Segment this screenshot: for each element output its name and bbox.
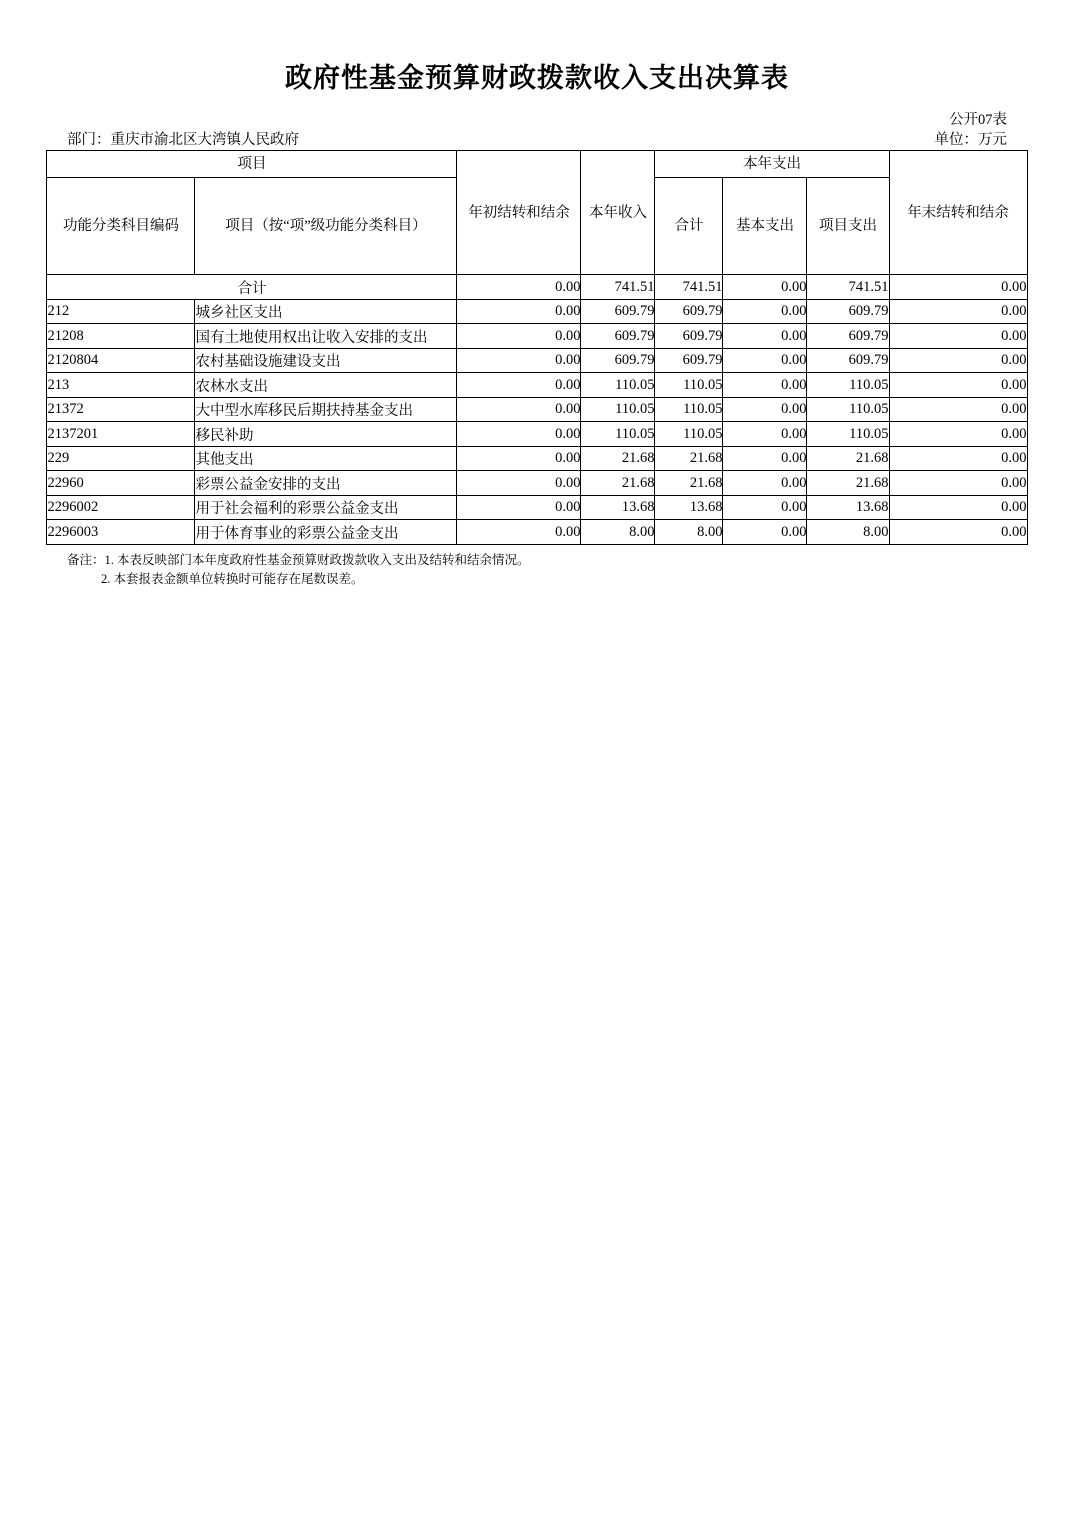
row-project: 21.68 — [807, 471, 889, 496]
row-code: 2296002 — [47, 495, 195, 520]
row-project: 110.05 — [807, 373, 889, 398]
row-expend-total: 110.05 — [655, 397, 723, 422]
row-project: 21.68 — [807, 446, 889, 471]
total-project: 741.51 — [807, 275, 889, 300]
table-row — [47, 299, 1027, 324]
row-begin-balance: 0.00 — [457, 446, 581, 471]
row-income: 609.79 — [581, 299, 655, 324]
row-income: 21.68 — [581, 471, 655, 496]
row-begin-balance: 0.00 — [457, 299, 581, 324]
row-end-balance: 0.00 — [889, 373, 1027, 398]
row-end-balance: 0.00 — [889, 446, 1027, 471]
row-begin-balance: 0.00 — [457, 520, 581, 545]
row-code: 2296003 — [47, 520, 195, 545]
total-basic: 0.00 — [723, 275, 807, 300]
row-basic: 0.00 — [723, 324, 807, 349]
row-expend-total: 110.05 — [655, 422, 723, 447]
row-code: 212 — [47, 299, 195, 324]
row-name: 移民补助 — [195, 422, 457, 447]
row-name: 农村基础设施建设支出 — [195, 348, 457, 373]
header-project-group: 项目 — [47, 151, 457, 178]
table-row-total — [47, 275, 1027, 300]
row-basic: 0.00 — [723, 397, 807, 422]
row-income: 21.68 — [581, 446, 655, 471]
header-begin-balance: 年初结转和结余 — [457, 151, 581, 275]
department-label: 部门：重庆市渝北区大湾镇人民政府 — [67, 132, 299, 149]
table-row — [47, 520, 1027, 545]
row-name: 城乡社区支出 — [195, 299, 457, 324]
footnote-1: 备注：1. 本表反映部门本年度政府性基金预算财政拨款收入支出及结转和结余情况。 — [67, 552, 530, 567]
total-begin-balance: 0.00 — [457, 275, 581, 300]
page-title: 政府性基金预算财政拨款收入支出决算表 — [285, 63, 789, 93]
row-begin-balance: 0.00 — [457, 348, 581, 373]
table-row — [47, 422, 1027, 447]
total-end-balance: 0.00 — [889, 275, 1027, 300]
form-number: 公开07表 — [949, 112, 1007, 129]
row-name: 用于社会福利的彩票公益金支出 — [195, 495, 457, 520]
row-begin-balance: 0.00 — [457, 471, 581, 496]
row-income: 110.05 — [581, 373, 655, 398]
footnotes — [67, 551, 1007, 589]
row-code: 2120804 — [47, 348, 195, 373]
document-meta — [67, 108, 1007, 148]
row-code: 229 — [47, 446, 195, 471]
row-end-balance: 0.00 — [889, 422, 1027, 447]
row-basic: 0.00 — [723, 446, 807, 471]
table-row — [47, 324, 1027, 349]
row-end-balance: 0.00 — [889, 471, 1027, 496]
row-begin-balance: 0.00 — [457, 324, 581, 349]
row-project: 110.05 — [807, 397, 889, 422]
unit-label: 单位：万元 — [934, 132, 1007, 149]
row-code: 2137201 — [47, 422, 195, 447]
budget-table — [46, 150, 1027, 545]
row-income: 8.00 — [581, 520, 655, 545]
row-expend-total: 110.05 — [655, 373, 723, 398]
row-project: 8.00 — [807, 520, 889, 545]
row-project: 110.05 — [807, 422, 889, 447]
row-end-balance: 0.00 — [889, 520, 1027, 545]
row-end-balance: 0.00 — [889, 495, 1027, 520]
row-begin-balance: 0.00 — [457, 397, 581, 422]
row-income: 13.68 — [581, 495, 655, 520]
row-end-balance: 0.00 — [889, 299, 1027, 324]
row-basic: 0.00 — [723, 520, 807, 545]
row-name: 彩票公益金安排的支出 — [195, 471, 457, 496]
header-expend-group: 本年支出 — [655, 151, 889, 178]
row-end-balance: 0.00 — [889, 348, 1027, 373]
row-expend-total: 609.79 — [655, 299, 723, 324]
header-project-expend: 项目支出 — [807, 178, 889, 275]
total-income: 741.51 — [581, 275, 655, 300]
footnote-2: 2. 本套报表金额单位转换时可能存在尾数误差。 — [101, 571, 364, 586]
header-code: 功能分类科目编码 — [47, 178, 195, 275]
row-expend-total: 8.00 — [655, 520, 723, 545]
table-row — [47, 446, 1027, 471]
row-income: 110.05 — [581, 397, 655, 422]
row-expend-total: 21.68 — [655, 446, 723, 471]
row-expend-total: 13.68 — [655, 495, 723, 520]
row-income: 609.79 — [581, 348, 655, 373]
row-basic: 0.00 — [723, 471, 807, 496]
row-code: 21208 — [47, 324, 195, 349]
row-expend-total: 21.68 — [655, 471, 723, 496]
header-basic-expend: 基本支出 — [723, 178, 807, 275]
table-row — [47, 373, 1027, 398]
table-header-row-1 — [47, 151, 1027, 178]
row-income: 110.05 — [581, 422, 655, 447]
table-row — [47, 348, 1027, 373]
row-basic: 0.00 — [723, 348, 807, 373]
row-code: 22960 — [47, 471, 195, 496]
table-row — [47, 471, 1027, 496]
row-basic: 0.00 — [723, 422, 807, 447]
row-project: 609.79 — [807, 324, 889, 349]
row-basic: 0.00 — [723, 299, 807, 324]
row-end-balance: 0.00 — [889, 397, 1027, 422]
table-body — [47, 275, 1027, 545]
row-name: 农林水支出 — [195, 373, 457, 398]
row-expend-total: 609.79 — [655, 324, 723, 349]
row-name: 大中型水库移民后期扶持基金支出 — [195, 397, 457, 422]
row-basic: 0.00 — [723, 495, 807, 520]
table-row — [47, 495, 1027, 520]
row-begin-balance: 0.00 — [457, 495, 581, 520]
row-project: 13.68 — [807, 495, 889, 520]
row-name: 用于体育事业的彩票公益金支出 — [195, 520, 457, 545]
total-expend-total: 741.51 — [655, 275, 723, 300]
row-code: 213 — [47, 373, 195, 398]
row-end-balance: 0.00 — [889, 324, 1027, 349]
row-project: 609.79 — [807, 299, 889, 324]
row-name: 其他支出 — [195, 446, 457, 471]
header-end-balance: 年末结转和结余 — [889, 151, 1027, 275]
row-begin-balance: 0.00 — [457, 422, 581, 447]
row-project: 609.79 — [807, 348, 889, 373]
row-begin-balance: 0.00 — [457, 373, 581, 398]
header-income: 本年收入 — [581, 151, 655, 275]
row-expend-total: 609.79 — [655, 348, 723, 373]
row-basic: 0.00 — [723, 373, 807, 398]
row-code: 21372 — [47, 397, 195, 422]
table-row — [47, 397, 1027, 422]
total-row-label: 合计 — [47, 275, 457, 300]
row-name: 国有土地使用权出让收入安排的支出 — [195, 324, 457, 349]
header-name: 项目（按“项”级功能分类科目） — [195, 178, 457, 275]
header-expend-total: 合计 — [655, 178, 723, 275]
row-income: 609.79 — [581, 324, 655, 349]
